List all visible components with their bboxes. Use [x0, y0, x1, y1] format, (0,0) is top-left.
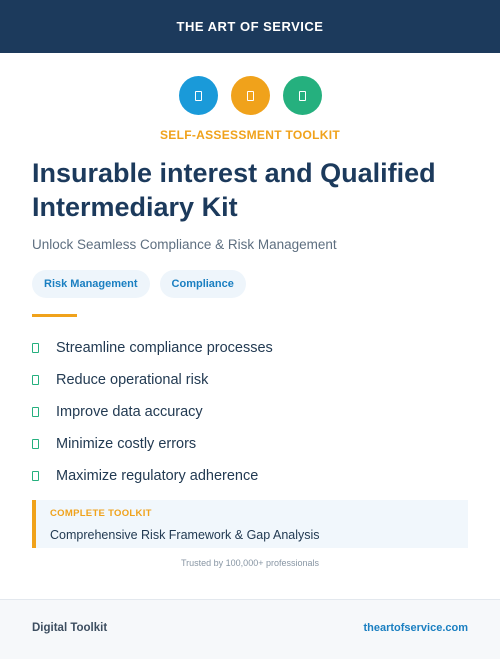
page-title: Insurable interest and Qualified Intermediary Kit: [32, 158, 436, 222]
tag-compliance[interactable]: Compliance: [160, 270, 246, 298]
toolkit-callout: [32, 500, 468, 548]
accent-divider: [32, 314, 77, 317]
document-icon: [247, 91, 254, 101]
website-link[interactable]: theartofservice.com: [363, 622, 468, 634]
feature-text: Reduce operational risk: [56, 372, 209, 388]
feature-text: Streamline compliance processes: [56, 340, 273, 356]
check-icon: [32, 343, 39, 353]
list-item: [32, 428, 273, 460]
icon-row: [0, 76, 500, 115]
document-icon: [195, 91, 202, 101]
eyebrow-label: SELF-ASSESSMENT TOOLKIT: [159, 128, 341, 142]
icon-circle-orange: [231, 76, 270, 115]
check-icon: [32, 439, 39, 449]
feature-text: Improve data accuracy: [56, 404, 203, 420]
document-icon: [299, 91, 306, 101]
check-icon: [32, 375, 39, 385]
list-item: [32, 460, 273, 492]
footer-bar: [0, 599, 500, 659]
tag-list: [32, 270, 246, 298]
feature-text: Minimize costly errors: [56, 436, 197, 452]
callout-label: COMPLETE TOOLKIT: [50, 508, 152, 519]
icon-circle-green: [283, 76, 322, 115]
check-icon: [32, 471, 39, 481]
trust-note: Trusted by 100,000+ professionals: [180, 558, 319, 568]
footer-label: Digital Toolkit: [32, 622, 108, 634]
icon-circle-blue: [179, 76, 218, 115]
list-item: [32, 332, 273, 364]
callout-text: Comprehensive Risk Framework & Gap Analysis: [50, 528, 320, 542]
list-item: [32, 364, 273, 396]
list-item: [32, 396, 273, 428]
check-icon: [32, 407, 39, 417]
feature-list: [32, 332, 273, 492]
tag-risk-management[interactable]: Risk Management: [32, 270, 150, 298]
header-bar: [0, 0, 500, 53]
brand-title: THE ART OF SERVICE: [176, 19, 324, 34]
feature-text: Maximize regulatory adherence: [56, 468, 259, 484]
page-subtitle: Unlock Seamless Compliance & Risk Management: [32, 237, 337, 252]
